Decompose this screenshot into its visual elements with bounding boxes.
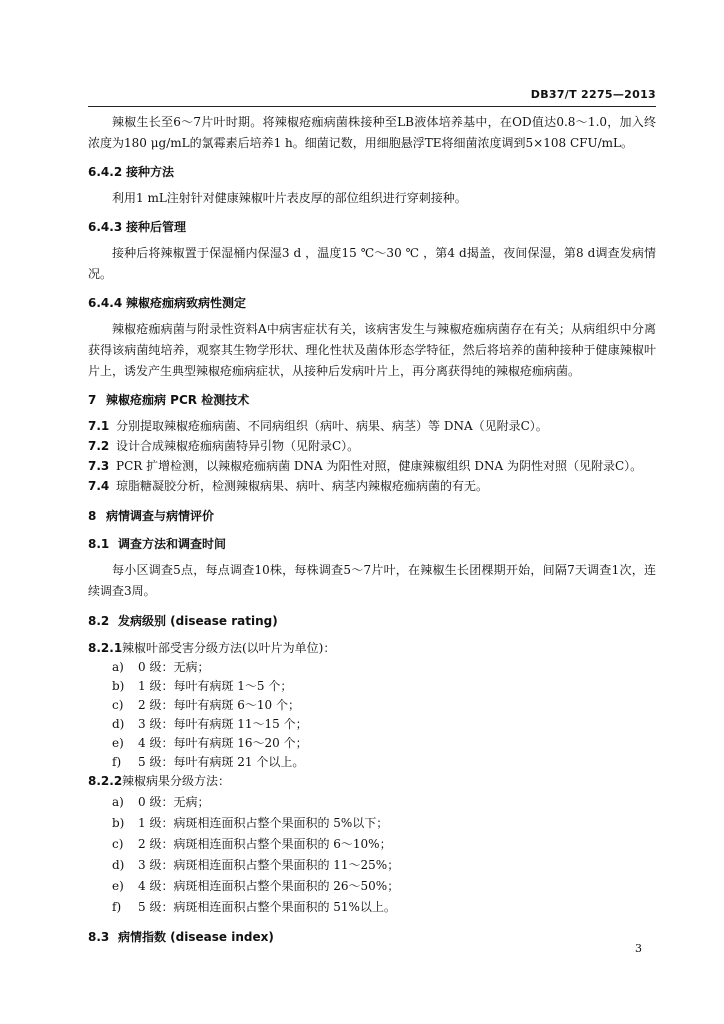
subheading-8-2-2 (88, 772, 656, 791)
item-text: 5 级：病斑相连面积占整个果面积的 51%以上。 (138, 900, 396, 914)
header-rule (88, 106, 656, 107)
heading-number: 8.1 (88, 537, 110, 551)
heading-title: 发病级别 (disease rating) (118, 614, 278, 628)
grade-item (88, 734, 656, 753)
item-text: 2 级：每叶有病斑 6～10 个； (138, 698, 300, 712)
list-item (88, 436, 656, 456)
item-number: 7.3 (88, 459, 110, 473)
item-text: 设计合成辣椒疮痂病菌特异引物（见附录C）。 (116, 439, 360, 453)
item-marker: e) (112, 736, 124, 750)
heading-title: 调查方法和调查时间 (118, 537, 227, 551)
section-7-list (88, 416, 656, 496)
grade-item (88, 658, 656, 677)
item-marker: a) (112, 795, 124, 809)
grade-item (88, 814, 656, 833)
heading-title: 病情指数 (disease index) (118, 930, 274, 944)
heading-6-4-3 (88, 217, 656, 237)
heading-number: 8 (88, 509, 97, 523)
paragraph-pathogenicity: 辣椒疮痂病菌与附录性资料A中病害症状有关，该病害发生与辣椒疮痂病菌存在有关；从病组织中分离获得该病菌纯培养，观察其生物学形状、理化性状及菌体形态学特征，然后将培养的菌种接种于健康辣椒叶片上，诱发产生典型辣椒疮痂病症状，从接种后发病叶片上，再分离获得纯的辣椒疮痂病菌。 (88, 322, 656, 378)
grade-item (88, 677, 656, 696)
paragraph-inoculation-method: 利用1 mL注射针对健康辣椒叶片表皮厚的部位组织进行穿刺接种。 (112, 191, 467, 205)
item-marker: d) (112, 858, 125, 872)
grade-item (88, 753, 656, 772)
item-text: 5 级：每叶有病斑 21 个以上。 (138, 755, 305, 769)
page-number: 3 (635, 942, 642, 955)
paragraph-post-inoculation: 接种后将辣椒置于保湿桶内保湿3 d ，温度15 ℃～30 ℃ ，第4 d揭盖，夜间保湿，第8 d调查发病情况。 (88, 246, 656, 281)
item-marker: f) (112, 900, 122, 914)
heading-8-2 (88, 611, 656, 631)
item-text: 0 级：无病； (138, 795, 210, 809)
subheading-text: 辣椒病果分级方法： (122, 774, 231, 788)
item-text: PCR 扩增检测，以辣椒疮痂病菌 DNA 为阳性对照，健康辣椒组织 DNA 为阴性对照（见附录C）。 (116, 459, 643, 473)
item-text: 分别提取辣椒疮痂病菌、不同病组织（病叶、病果、病茎）等 DNA（见附录C）。 (116, 419, 548, 433)
item-marker: b) (112, 816, 125, 830)
standard-number: DB37/T 2275—2013 (530, 88, 656, 101)
heading-title: 接种后管理 (126, 220, 187, 234)
subheading-number: 8.2.1 (88, 641, 123, 655)
grade-item (88, 715, 656, 734)
grade-item (88, 793, 656, 812)
item-marker: c) (112, 698, 124, 712)
item-number: 7.2 (88, 439, 110, 453)
item-number: 7.1 (88, 419, 110, 433)
heading-title: 辣椒疮痂病 PCR 检测技术 (106, 393, 250, 407)
item-text: 0 级：无病； (138, 660, 210, 674)
document-body (88, 112, 656, 947)
heading-8 (88, 506, 656, 526)
item-marker: e) (112, 879, 124, 893)
item-text: 1 级：每叶有病斑 1～5 个； (138, 679, 293, 693)
list-item (88, 476, 656, 496)
grade-item (88, 856, 656, 875)
item-marker: f) (112, 755, 122, 769)
list-item (88, 416, 656, 436)
item-marker: b) (112, 679, 125, 693)
subheading-number: 8.2.2 (88, 774, 123, 788)
heading-title: 辣椒疮痂病致病性测定 (126, 296, 247, 310)
heading-title: 接种方法 (126, 165, 175, 179)
heading-6-4-4 (88, 293, 656, 313)
item-marker: a) (112, 660, 124, 674)
grade-item (88, 877, 656, 896)
item-text: 琼脂糖凝胶分析，检测辣椒病果、病叶、病茎内辣椒疮痂病菌的有无。 (116, 479, 489, 493)
heading-number: 6.4.4 (88, 296, 123, 310)
grade-item (88, 835, 656, 854)
subheading-text: 辣椒叶部受害分级方法(以叶片为单位)： (122, 641, 336, 655)
heading-number: 7 (88, 393, 97, 407)
item-text: 3 级：病斑相连面积占整个果面积的 11～25%； (138, 858, 400, 872)
paragraph-survey-method: 每小区调查5点，每点调查10株，每株调查5～7片叶，在辣椒生长团棵期开始，间隔7天调查1次，连续调查3周。 (88, 563, 656, 598)
grade-item (88, 696, 656, 715)
heading-number: 8.2 (88, 614, 110, 628)
item-marker: c) (112, 837, 124, 851)
heading-7 (88, 390, 656, 410)
item-number: 7.4 (88, 479, 110, 493)
heading-number: 6.4.2 (88, 165, 123, 179)
grade-item (88, 898, 656, 917)
paragraph-inoculum-prep: 辣椒生长至6～7片叶时期。将辣椒疮痂病菌株接种至LB液体培养基中，在OD值达0.8～1.0，加入终浓度为180 μg/mL的氯霉素后培养1 h。细菌记数，用细胞悬浮TE将细菌浓度调到5×108 CFU/mL。 (88, 115, 656, 150)
heading-number: 6.4.3 (88, 220, 123, 234)
item-text: 2 级：病斑相连面积占整个果面积的 6～10%； (138, 837, 392, 851)
heading-8-3 (88, 927, 656, 947)
item-text: 3 级：每叶有病斑 11～15 个； (138, 717, 308, 731)
heading-number: 8.3 (88, 930, 110, 944)
subheading-8-2-1 (88, 639, 656, 658)
heading-6-4-2 (88, 162, 656, 182)
item-text: 4 级：病斑相连面积占整个果面积的 26～50%； (138, 879, 400, 893)
item-marker: d) (112, 717, 125, 731)
heading-8-1 (88, 534, 656, 554)
heading-title: 病情调查与病情评价 (106, 509, 215, 523)
item-text: 1 级：病斑相连面积占整个果面积的 5%以下； (138, 816, 389, 830)
item-text: 4 级：每叶有病斑 16～20 个； (138, 736, 308, 750)
list-item (88, 456, 656, 476)
